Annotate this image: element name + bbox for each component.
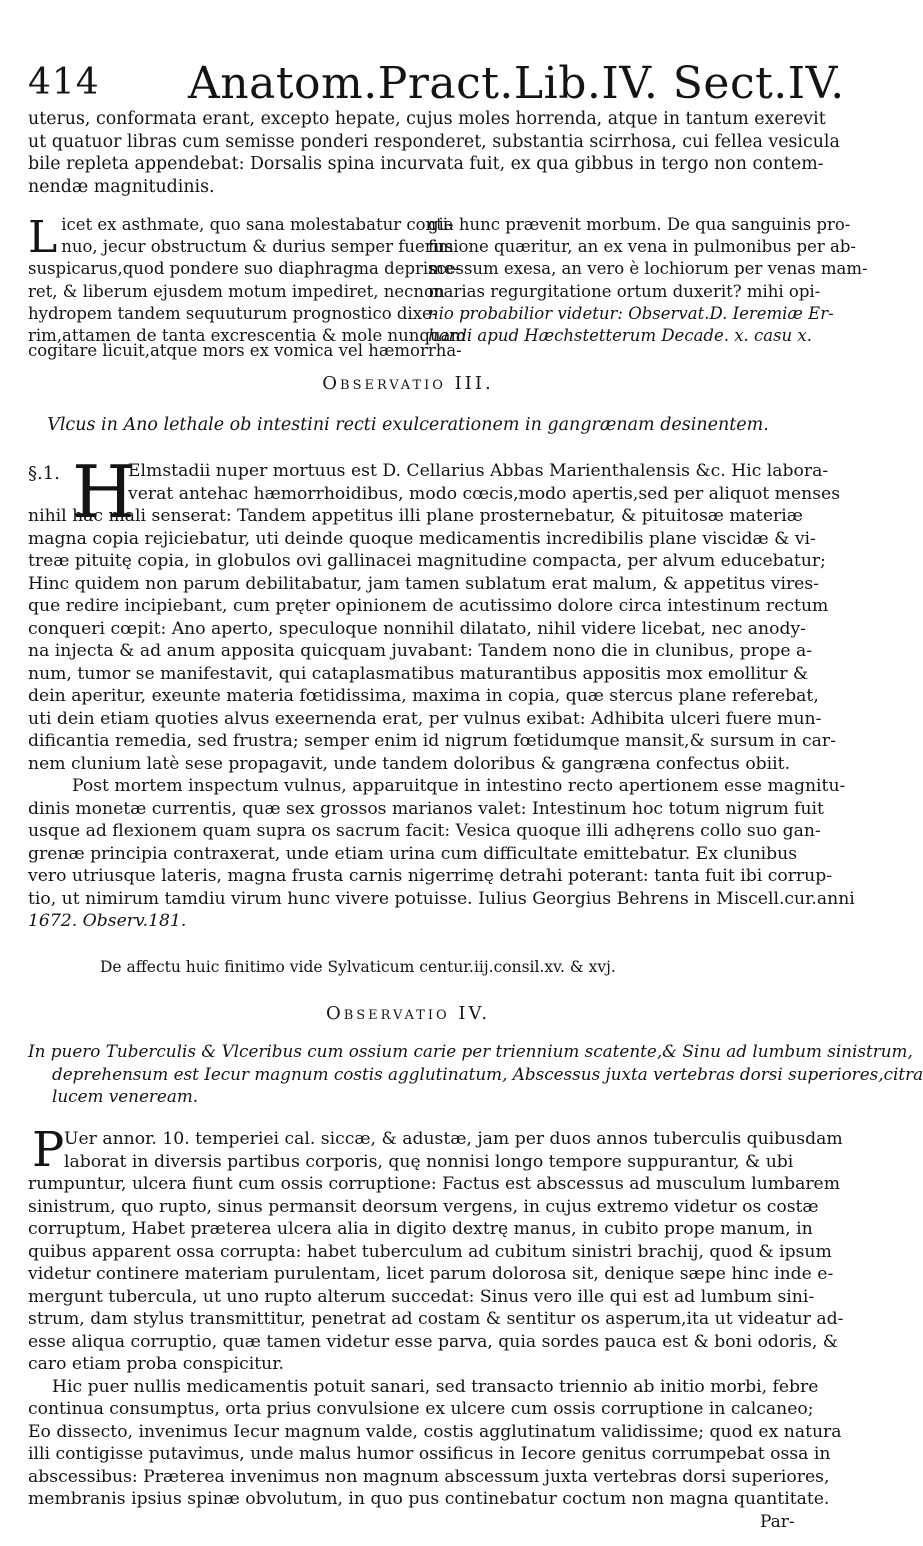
text-line: Hic puer nullis medicamentis potuit sanari, sed transacto triennio ab initio morbi, febre (52, 1376, 819, 1397)
text-line: Post mortem inspectum vulnus, apparuitque in intestino recto apertionem esse magnitu- (72, 776, 846, 796)
drop-cap: H (72, 450, 135, 534)
text-line: uti dein etiam quoties alvus exeernenda erat, per vulnus exibat: Adhibita ulceri fuere mun- (28, 708, 822, 729)
intro-paragraph (28, 108, 840, 198)
left-column (28, 212, 467, 347)
text-line: nihil hac mali senserat: Tandem appetitus illi plane prosternebatur, & pituitosæ materiæ (28, 506, 803, 526)
text-line: num, tumor se manifestavit, qui cataplasmatibus maturantibus appositis mox emollitur & (28, 663, 809, 684)
text-line: Uer annor. 10. temperiei cal. siccæ, & adustæ, jam per duos annos tuberculis quibusdam (64, 1129, 843, 1149)
text-line: rumpuntur, ulcera fiunt cum ossis corruptione: Factus est abscessus ad musculum lumbarem (28, 1174, 841, 1194)
text-line: Eo dissecto, invenimus Iecur magnum valde, costis agglutinatum validissime; quod ex natura (28, 1421, 842, 1442)
text-line: caro etiam proba conspicitur. (28, 1354, 285, 1374)
text-line: usque ad flexionem quam supra os sacrum facit: Vesica quoque illi adhęrens collo suo gan- (28, 821, 821, 841)
text-line: membranis ipsius spinæ obvolutum, in quo pus continebatur coctum non magna quantitate. (28, 1489, 830, 1509)
text-line: nio probabilior videtur: Observat.D. Ieremiæ Er- (428, 303, 834, 323)
text-line: Elmstadii nuper mortuus est D. Cellarius Abbas Marienthalensis &c. Hic labora- (128, 461, 829, 481)
text-line: fusione quæritur, an ex vena in pulmonibus per ab- (428, 237, 856, 257)
text-line: vero utriusque lateris, magna frusta carnis nigerrimę detrahi poterant: tanta fuit ibi corrup- (28, 866, 833, 886)
text-line: treæ pituitę copia, in globulos ovi gallinacei magnitudine compacta, per alvum educebatur; (28, 551, 826, 571)
text-line: marias regurgitatione ortum duxerit? mihi opi- (428, 281, 821, 301)
text-line: nendæ magnitudinis. (28, 176, 215, 197)
text-line: conqueri cœpit: Ano aperto, speculoque nonnihil dilatato, nihil videre licebat, nec anody- (28, 618, 806, 639)
catchword: Par- (760, 1512, 795, 1532)
observation-3-text (28, 450, 855, 933)
text-line: verat antehac hæmorrhoidibus, modo cœcis,modo apertis,sed per aliquot menses (128, 483, 841, 504)
left-column-tail (28, 340, 462, 362)
text-line: ret, & liberum ejusdem motum impediret, necnon (28, 281, 445, 301)
observation-heading: Observatio IV. (325, 1003, 491, 1024)
text-line: hydropem tandem sequuturum prognostico dixe- (28, 303, 438, 323)
two-column-commentary (28, 212, 868, 352)
text-line: gia hunc prævenit morbum. De qua sanguinis pro- (428, 215, 851, 234)
subtitle-line: lucem veneream. (52, 1086, 199, 1106)
text-line: rim,attamen de tanta excrescentia & mole nunquam (28, 326, 467, 346)
text-line: abscessibus: Præterea invenimus non magnum abscessum juxta vertebras dorsi superiores, (28, 1466, 830, 1487)
right-column (428, 214, 868, 347)
text-line: ut quatuor libras cum semisse ponderi responderet, substantia scirrhosa, cui fellea vesicula (28, 131, 840, 152)
text-line: continua consumptus, orta prius convulsione ex ulcere cum ossis corruptione in calcaneo; (28, 1399, 814, 1419)
text-line: strum, dam stylus transmittitur, penetrat ad costam & sentitur os asperum,ita ut videatur ad- (28, 1309, 844, 1329)
text-line: uterus, conformata erant, excepto hepate, cujus moles horrenda, atque in tantum exerevit (28, 109, 826, 129)
observation-subtitle: Vlcus in Ano lethale ob intestini recti exulcerationem in gangrænam desinentem. (47, 415, 769, 435)
text-line: na injecta & ad anum apposita quicquam juvabant: Tandem nono die in clunibus, prope a- (28, 641, 813, 661)
text-line: Hinc quidem non parum debilitabatur, jam tamen sublatum erat malum, & appetitus vires- (28, 573, 819, 594)
running-title: Anatom.Pract.Lib.IV. Sect.IV. (188, 58, 845, 109)
text-line: nuo, jecur obstructum & durius semper fuerim (61, 237, 454, 257)
text-line: laborat in diversis partibus corporis, quę nonnisi longo tempore suppurantur, & ubi (64, 1151, 794, 1172)
page-header (28, 52, 845, 109)
subtitle-line: In puero Tuberculis & Vlceribus cum ossium carie per triennium scatente,& Sinu ad lumbum sinistrum, (28, 1041, 913, 1061)
text-line: dein aperitur, exeunte materia fœtidissima, maxima in copia, quæ stercus plane referebat, (28, 686, 819, 706)
text-line: icet ex asthmate, quo sana molestabatur conti- (61, 215, 454, 234)
text-line: tio, ut nimirum tamdiu virum hunc vivere potuisse. Iulius Georgius Behrens in Miscell.cur.anni (28, 888, 855, 909)
text-line: dinis monetæ currentis, quæ sex grossos marianos valet: Intestinum hoc totum nigrum fuit (28, 798, 824, 819)
text-line: que redire incipiebant, cum pręter opinionem de acutissimo dolore circa intestinum rectum (28, 596, 829, 616)
drop-cap: L (28, 212, 58, 263)
text-line: corruptum, Habet præterea ulcera alia in digito dextrę manus, in cubito prope manum, in (28, 1219, 813, 1239)
drop-cap: P (32, 1122, 65, 1178)
cross-reference-note: De affectu huic finitimo vide Sylvaticum centur.iij.consil.xv. & xvj. (100, 958, 616, 976)
observation-subtitle (28, 1040, 923, 1108)
text-line: quibus apparent ossa corrupta: habet tuberculum ad cubitum sinistri brachij, quod & ipsum (28, 1241, 832, 1262)
subtitle-line: deprehensum est Iecur magnum costis agglutinatum, Abscessus juxta vertebras dorsi superiores,citra (52, 1063, 923, 1084)
text-line: grenæ principia contraxerat, unde etiam urina cum difficultate emittebatur. Ex clunibus (28, 843, 798, 864)
text-line: nem clunium latè sese propagavit, unde tandem doloribus & gangræna confectus obiit. (28, 753, 791, 774)
section-mark: §.1. (28, 463, 60, 484)
text-line: dificantia remedia, sed frustra; semper enim id nigrum fœtidumque mansit,& sursum in car- (28, 731, 836, 751)
text-line: 1672. Observ.181. (28, 911, 187, 931)
text-line: illi contigisse putavimus, unde malus humor ossificus in Iecore genitus corrumpebat ossa in (28, 1444, 831, 1464)
text-line: mergunt tubercula, ut uno rupto alterum succedat: Sinus vero ille qui est ad lumbum sini- (28, 1286, 815, 1307)
observation-heading: Observatio III. (322, 373, 494, 394)
text-line: esse aliqua corruptio, quæ tamen videtur esse parva, quia sordes pauca est & boni odoris, & (28, 1331, 839, 1352)
text-line: bile repleta appendebat: Dorsalis spina incurvata fuit, ex qua gibbus in tergo non contem- (28, 154, 824, 174)
text-line: hardi apud Hæchstetterum Decade. x. casu x. (428, 326, 812, 346)
text-line: sinistrum, quo rupto, sinus permansit deorsum vergens, in cujus extremo videtur os costæ (28, 1196, 819, 1217)
text-line: magna copia rejiciebatur, uti deinde quoque medicamentis incredibilis plane viscidæ & vi- (28, 528, 816, 549)
text-line: scessum exesa, an vero è lochiorum per venas mam- (428, 259, 868, 279)
observation-4-text (28, 1122, 844, 1511)
text-line: suspicarus,quod pondere suo diaphragma deprime- (28, 259, 460, 279)
page-number: 414 (28, 62, 100, 103)
text-line: cogitare licuit,atque mors ex vomica vel hæmorrha- (28, 341, 462, 360)
text-line: videtur continere materiam purulentam, licet parum dolorosa sit, denique sæpe hinc inde e- (28, 1264, 834, 1284)
